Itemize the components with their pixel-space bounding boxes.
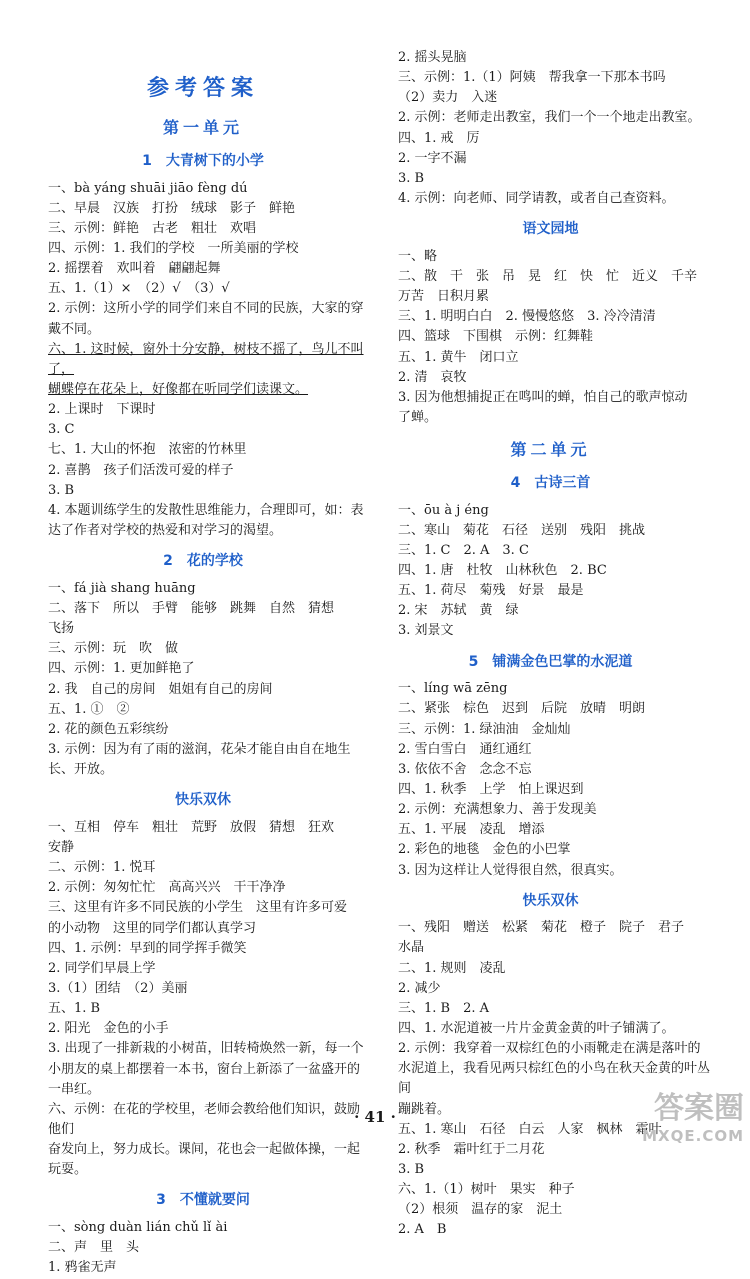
answer-line: 四、篮球 下围棋 示例：红舞鞋 xyxy=(398,329,594,345)
answer-line: 3. 依依不舍 念念不忘 xyxy=(398,761,532,777)
answer-line: 一串红。 xyxy=(48,1081,101,1097)
language-garden-title: 语文园地 xyxy=(522,221,579,238)
answer-line: 水泥道上，我看见两只棕红色的小鸟在秋天金黄的叶丛间 xyxy=(398,1061,711,1097)
lesson2-answers xyxy=(38,579,368,780)
answer-line: 五、1. 黄牛 闭口立 xyxy=(398,349,519,365)
answer-line: 一、sòng duàn lián chǔ lǐ ài xyxy=(48,1220,228,1236)
answer-line: 五、1. ① ② xyxy=(48,701,130,717)
answer-line: 3. 因为这样让人觉得很自然，很真实。 xyxy=(398,862,623,878)
answer-line: 2. 花的颜色五彩缤纷 xyxy=(48,721,169,737)
answer-line: 奋发向上，努力成长。课间，花也会一起做体操，一起玩耍。 xyxy=(48,1142,361,1178)
answer-line: 2. 阳光 金色的小手 xyxy=(48,1021,169,1037)
answer-line: 三、示例：玩 吹 做 xyxy=(48,641,179,657)
happy2-answers xyxy=(388,918,713,1240)
answer-line: 2. 秋季 霜叶红于二月花 xyxy=(398,1141,545,1157)
watermark-url: MXQE.COM xyxy=(642,1127,744,1145)
answer-line: 四、示例：1. 我们的学校 一所美丽的学校 xyxy=(48,241,299,256)
answer-line: 三、示例：鲜艳 古老 粗壮 欢唱 xyxy=(48,220,257,236)
answer-line: 3. B xyxy=(398,1162,425,1178)
answer-line: 2. 同学们早晨上学 xyxy=(48,960,156,976)
happy-weekend-title-1: 快乐双休 xyxy=(175,792,231,809)
answer-line: 1. 鸦雀无声 xyxy=(48,1260,117,1276)
lesson4-answers xyxy=(388,501,713,642)
answer-line: 一、bà yáng shuāi jiāo fèng dú xyxy=(48,180,248,196)
answer-line: 安静 xyxy=(48,840,75,856)
answer-line: 三、示例：1. 绿油油 金灿灿 xyxy=(398,721,571,737)
answer-line: 六、1.（1）树叶 果实 种子 xyxy=(398,1182,575,1198)
answer-line: 六、示例：在花的学校里，老师会教给他们知识，鼓励他们 xyxy=(48,1101,361,1137)
watermark-logo xyxy=(606,1093,744,1147)
page-number: · 41 · xyxy=(354,1108,396,1126)
garden-answers xyxy=(388,247,713,428)
unit-title-2: 第二单元 xyxy=(510,440,591,460)
answer-line: 4. 本题训练学生的发散性思维能力，合理即可，如：表 xyxy=(48,502,364,518)
answer-line: 2. 我 自己的房间 姐姐有自己的房间 xyxy=(48,681,273,697)
answer-line: 二、示例：1. 悦耳 xyxy=(48,860,156,876)
answer-line: （2）卖力 入迷 xyxy=(398,90,498,106)
answer-line: 二、落下 所以 手臂 能够 跳舞 自然 猜想 xyxy=(48,600,335,616)
answer-line: 3.（1）团结 （2）美丽 xyxy=(48,981,188,997)
answer-line: 五、1. 荷尽 菊残 好景 最是 xyxy=(398,583,584,599)
answer-line: 2. 示例：匆匆忙忙 高高兴兴 干干净净 xyxy=(48,880,286,896)
answer-line: 戴不同。 xyxy=(48,321,101,337)
answer-line: 蝴蝶停在花朵上，好像都在听同学们读课文。 xyxy=(48,381,309,397)
answer-line: 飞扬 xyxy=(48,621,75,637)
answer-line: 3. C xyxy=(48,422,75,438)
answer-line: 长、开放。 xyxy=(48,762,114,778)
answer-line: 水晶 xyxy=(398,940,425,956)
answer-line: 四、1. 戒 厉 xyxy=(398,130,480,146)
answer-line: 二、声 里 头 xyxy=(48,1240,140,1256)
answer-line: 2. 摇头晃脑 xyxy=(398,50,467,65)
answer-line: 二、早晨 汉族 打扮 绒球 影子 鲜艳 xyxy=(48,200,296,216)
answer-line: 3. B xyxy=(48,482,75,498)
answer-line: 2. 清 哀牧 xyxy=(398,369,467,385)
lesson-title-1: 1 大青树下的小学 xyxy=(142,152,264,169)
lesson1-answers xyxy=(38,179,368,542)
answer-line: 蹦跳着。 xyxy=(398,1101,451,1117)
answer-line: 四、示例：1. 更加鲜艳了 xyxy=(48,661,195,677)
answer-line: 二、寒山 菊花 石径 送别 残阳 挑战 xyxy=(398,522,646,538)
lesson3-answers-continued xyxy=(388,48,713,209)
answer-line: 2. 减少 xyxy=(398,980,441,996)
answer-line: 2. 示例：充满想象力、善于发现美 xyxy=(398,802,597,818)
answer-line: 三、1. C 2. A 3. C xyxy=(398,542,529,558)
answer-line: 2. 彩色的地毯 金色的小巴掌 xyxy=(398,842,571,858)
answer-line: 七、1. 大山的怀抱 浓密的竹林里 xyxy=(48,442,247,458)
answer-line: 五、1. 平展 凌乱 增添 xyxy=(398,822,545,838)
answer-line: 五、1. B xyxy=(48,1001,101,1017)
answer-line: 2. 雪白雪白 通红通红 xyxy=(398,741,532,757)
answer-line: 2. 一字不漏 xyxy=(398,150,467,166)
left-column xyxy=(38,0,368,1279)
answer-line: 2. 喜鹊 孩子们活泼可爱的样子 xyxy=(48,462,234,478)
answer-line: 六、1. 这时候，窗外十分安静，树枝不摇了，鸟儿不叫了， xyxy=(48,341,364,377)
lesson-title-2: 2 花的学校 xyxy=(163,553,243,570)
answer-line: 三、示例：1.（1）阿姨 帮我拿一下那本书吗 xyxy=(398,70,666,86)
answer-line: 一、残阳 赠送 松紧 菊花 橙子 院子 君子 xyxy=(398,920,685,936)
answer-line: 四、1. 秋季 上学 怕上课迟到 xyxy=(398,781,584,797)
answer-line: 五、1. 寒山 石径 白云 人家 枫林 霜叶 xyxy=(398,1121,662,1137)
answer-line: 一、fá jià shang huāng xyxy=(48,580,196,596)
answer-line: 了蝉。 xyxy=(398,409,438,425)
answer-line: 一、互相 停车 粗壮 荒野 放假 猜想 狂欢 xyxy=(48,819,335,835)
lesson-title-5: 5 铺满金色巴掌的水泥道 xyxy=(468,653,633,670)
answer-line: 3. 示例：因为有了雨的滋润，花朵才能自由自在地生 xyxy=(48,741,351,757)
lesson5-answers xyxy=(388,679,713,880)
answer-line: 2. 摇摆着 欢叫着 翩翩起舞 xyxy=(48,261,221,277)
answer-line: 2. 宋 苏轼 黄 绿 xyxy=(398,603,519,619)
answer-line: 2. 示例：老师走出教室，我们一个一个地走出教室。 xyxy=(398,110,701,126)
lesson-title-3: 3 不懂就要问 xyxy=(156,1192,250,1209)
answer-line: 的小动物 这里的同学们都认真学习 xyxy=(48,920,257,936)
answer-line: 小朋友的桌上都摆着一本书，窗台上新添了一盆盛开的 xyxy=(48,1061,361,1077)
answer-line: 一、líng wā zēng xyxy=(398,681,508,697)
answer-line: 二、散 干 张 吊 晃 红 快 忙 近义 千辛 xyxy=(398,268,698,284)
answer-line: 万苦 日积月累 xyxy=(398,289,490,305)
answer-line: 三、1. 明明白白 2. 慢慢悠悠 3. 冷冷清清 xyxy=(398,309,656,325)
answer-line: 五、1.（1）× （2）√ （3）√ xyxy=(48,281,230,297)
answer-line: 3. 出现了一排新栽的小树苗，旧转椅焕然一新，每一个 xyxy=(48,1041,364,1057)
answer-line: 2. A B xyxy=(398,1222,447,1238)
answer-line: 三、这里有许多不同民族的小学生 这里有许多可爱 xyxy=(48,900,348,916)
answer-line: 三、1. B 2. A xyxy=(398,1000,490,1016)
answer-line: 4. 示例：向老师、同学请教，或者自己查资料。 xyxy=(398,190,675,206)
answer-line: （2）根须 温存的家 泥土 xyxy=(398,1202,563,1218)
watermark-text: 答案圈 xyxy=(654,1091,744,1126)
answer-line: 达了作者对学校的热爱和对学习的渴望。 xyxy=(48,522,283,538)
answer-line: 3. B xyxy=(398,170,425,186)
answer-line: 3. 刘景文 xyxy=(398,623,454,639)
answer-line: 二、1. 规则 凌乱 xyxy=(398,960,506,976)
answer-line: 2. 上课时 下课时 xyxy=(48,402,156,418)
page-title: 参考答案 xyxy=(146,76,259,101)
answer-line: 四、1. 唐 杜牧 山林秋色 2. BC xyxy=(398,562,607,578)
answer-line: 四、1. 示例：早到的同学挥手微笑 xyxy=(48,940,247,956)
answer-line: 一、ōu à j éng xyxy=(398,502,489,518)
answer-line: 四、1. 水泥道被一片片金黄金黄的叶子铺满了。 xyxy=(398,1021,675,1037)
answer-line: 3. 因为他想捕捉正在鸣叫的蝉，怕自己的歌声惊动 xyxy=(398,389,688,405)
answer-line: 2. 示例：我穿着一双棕红色的小雨靴走在满是落叶的 xyxy=(398,1041,701,1057)
lesson3-answers xyxy=(38,1218,368,1278)
happy-weekend-title-2: 快乐双休 xyxy=(522,892,579,909)
answer-line: 一、略 xyxy=(398,248,438,264)
answer-line: 2. 示例：这所小学的同学们来自不同的民族，大家的穿 xyxy=(48,301,364,317)
right-column xyxy=(388,48,713,1241)
lesson-title-4: 4 古诗三首 xyxy=(510,474,591,491)
unit-title-1: 第一单元 xyxy=(162,118,243,138)
answer-line: 二、紧张 棕色 迟到 后院 放晴 明朗 xyxy=(398,701,646,717)
